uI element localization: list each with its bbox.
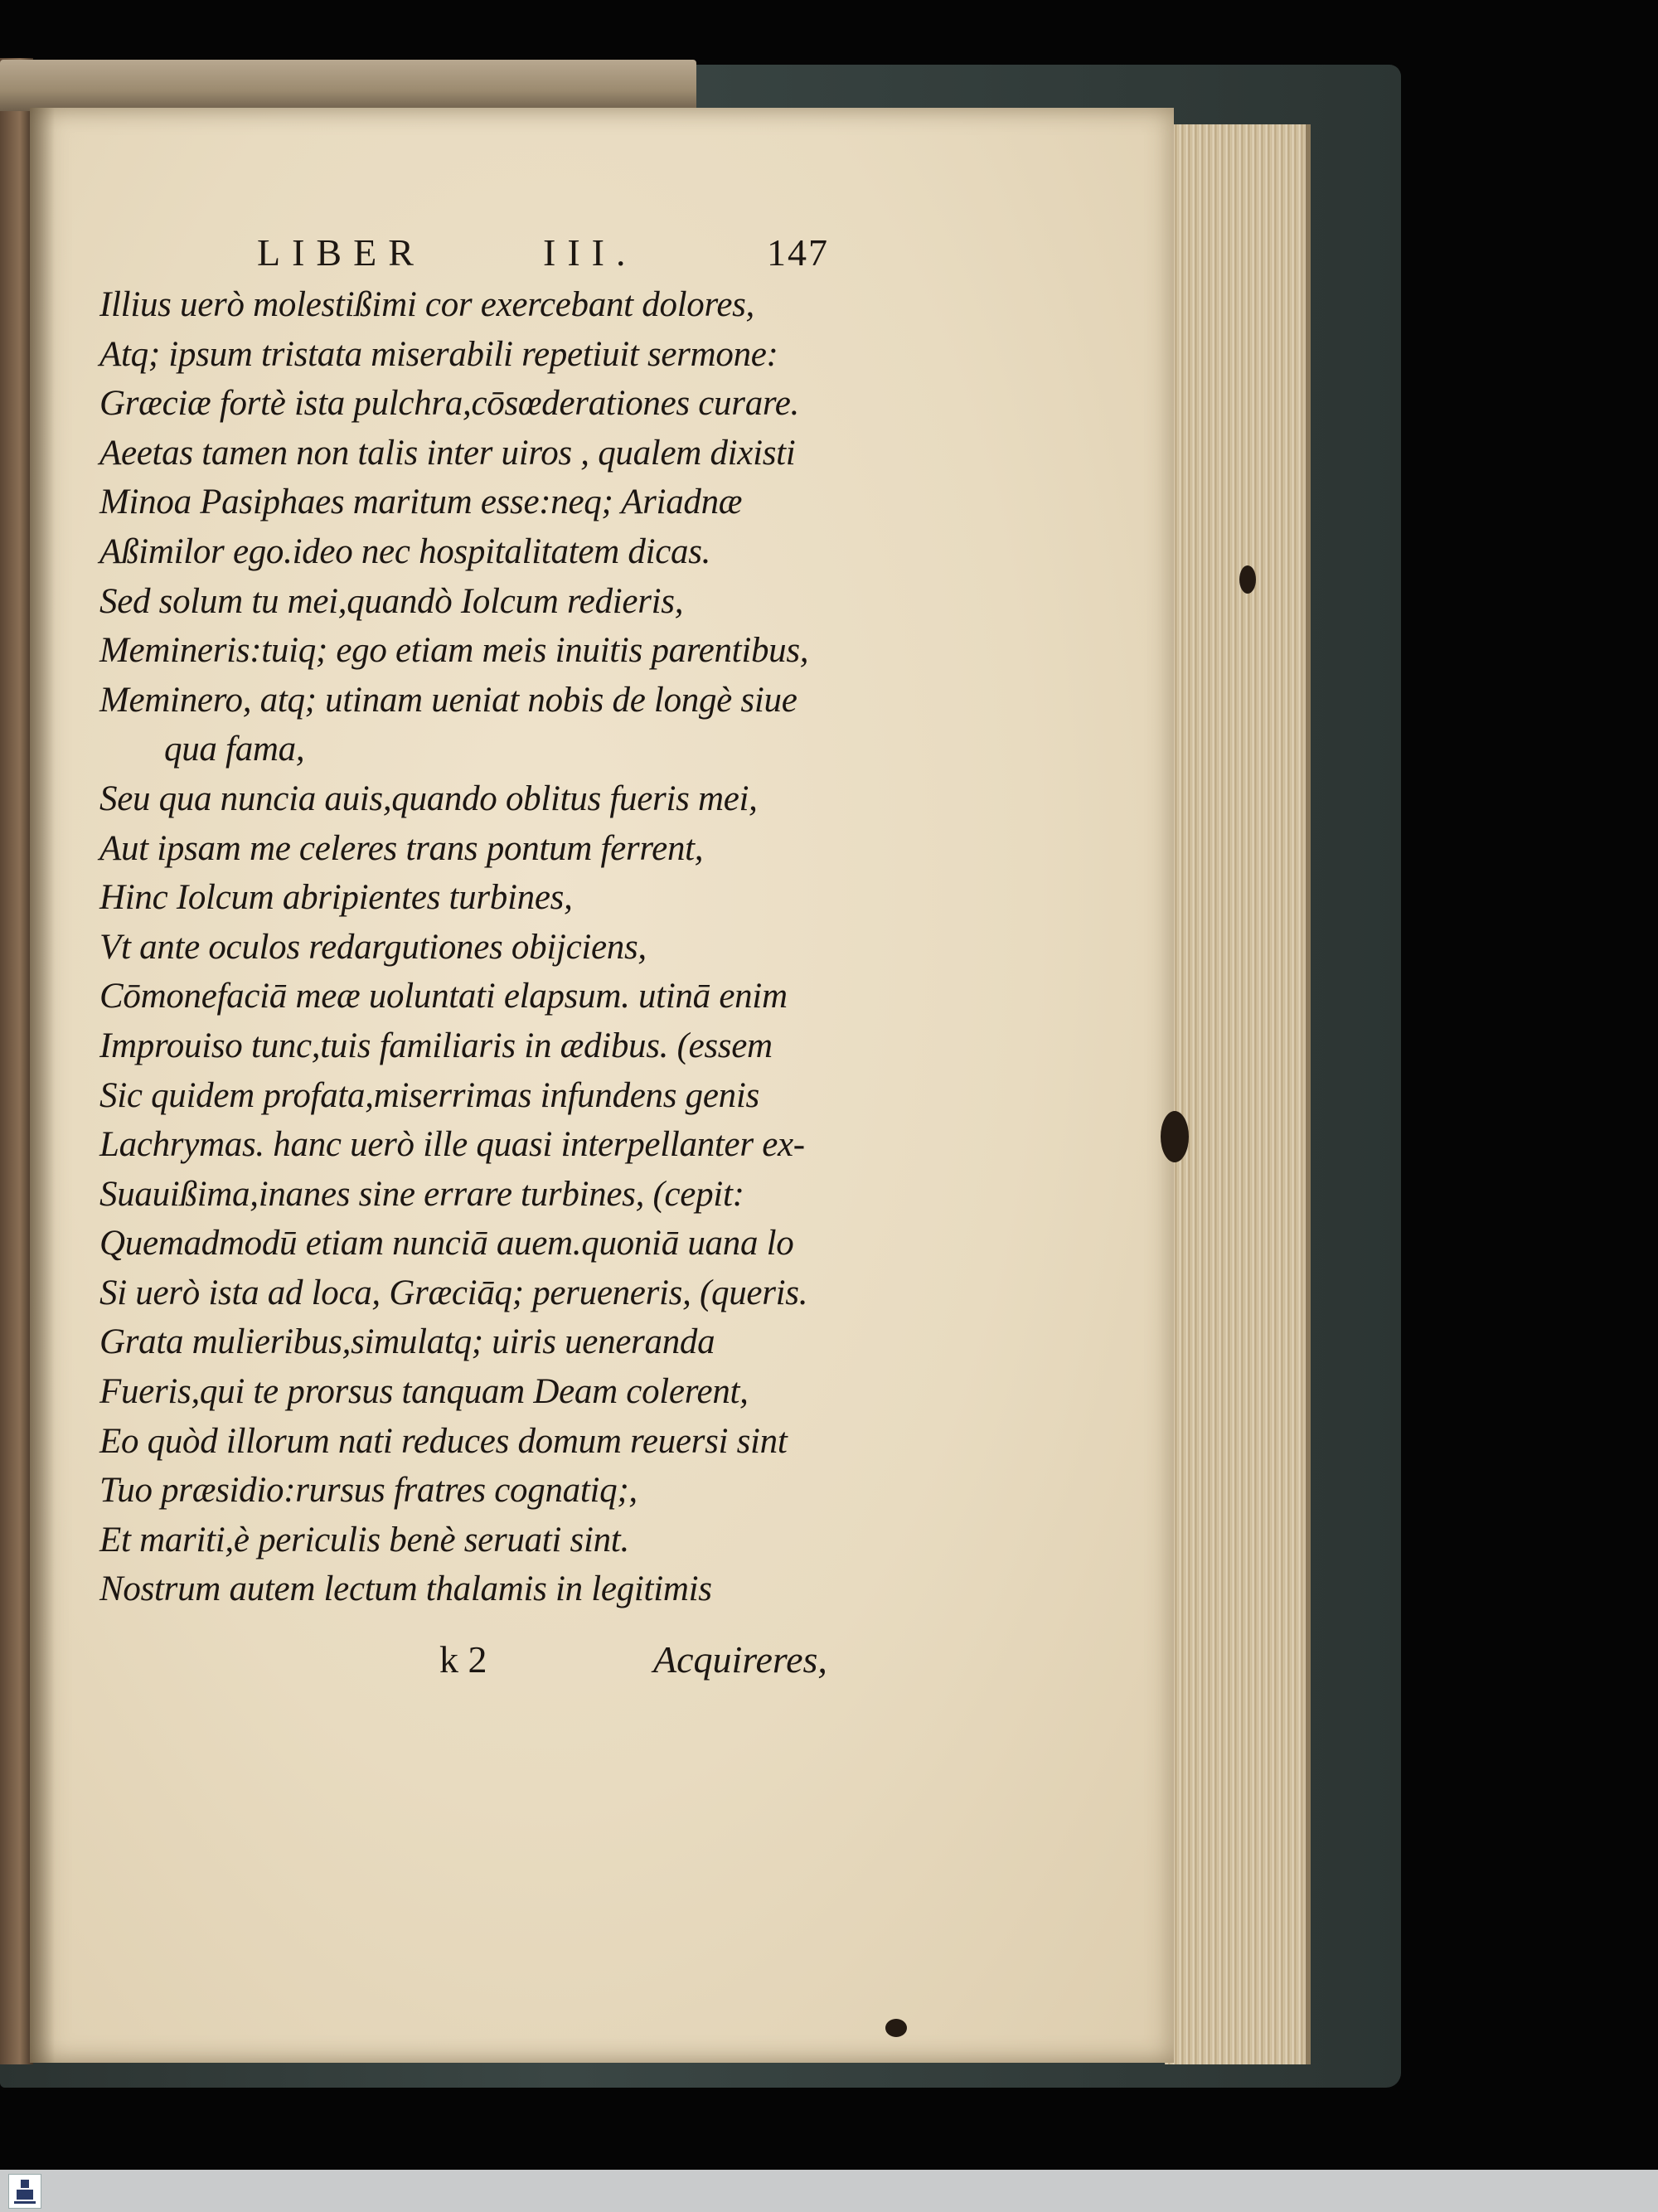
text-line: Sed solum tu mei,quandò Iolcum redieris,: [99, 581, 684, 621]
text-line: Atq; ipsum tristata miserabili repetiuit sermone:: [99, 334, 778, 374]
text-line: Aßimilor ego.ideo nec hospitalitatem dicas.: [99, 531, 711, 571]
text-line: Minoa Pasiphaes maritum esse:neq; Ariadnæ: [99, 483, 743, 522]
text-line: Aut ipsam me celeres trans pontum ferrent,: [99, 828, 704, 868]
text-line: Meminero, atq; utinam ueniat nobis de longè siue: [99, 680, 797, 720]
spine-edge: [0, 58, 33, 2064]
text-line: Sic quidem profata,miserrimas infundens genis: [99, 1075, 759, 1115]
text-line: Illius uerò molestißimi cor exercebant dolores,: [99, 285, 755, 324]
signature-mark: k 2: [439, 1638, 487, 1681]
text-line: Nostrum autem lectum thalamis in legitimis: [99, 1569, 712, 1609]
book-number: III.: [543, 231, 638, 274]
ink-blot: [1239, 565, 1256, 594]
text-line: Seu qua nuncia auis,quando oblitus fueris mei,: [99, 779, 758, 818]
text-line: Quemadmodū etiam nunciā auem.quoniā uana lo: [99, 1224, 794, 1264]
text-line: Memineris:tuiq; ego etiam meis inuitis parentibus,: [99, 631, 809, 671]
page-edges: [1165, 124, 1311, 2064]
text-line: Tuo præsidio:rursus fratres cognatiq;,: [99, 1471, 638, 1511]
text-line: Aeetas tamen non talis inter uiros , qualem dixisti: [99, 433, 796, 473]
binding-top-edge: [0, 60, 696, 111]
text-line: Græciæ fortè ista pulchra,cōsœderationes curare.: [99, 384, 799, 424]
ink-blot: [1161, 1111, 1189, 1162]
gutter-shadow: [30, 108, 55, 2063]
verse-text: [99, 280, 846, 1614]
page-number: 147: [767, 231, 829, 274]
text-line: Grata mulieribus,simulatq; uiris ueneranda: [99, 1322, 715, 1362]
text-line: Suauißima,inanes sine errare turbines, (cepit:: [99, 1174, 744, 1214]
ink-blot: [885, 2019, 907, 2037]
text-line: Hinc Iolcum abripientes turbines,: [99, 878, 573, 918]
text-line: qua fama,: [164, 730, 305, 769]
text-line: Fueris,qui te prorsus tanquam Deam colerent,: [99, 1372, 749, 1412]
catchword: Acquireres,: [653, 1638, 827, 1681]
library-logo-icon: [8, 2174, 41, 2209]
text-line: Vt ante oculos redargutiones obijciens,: [99, 927, 647, 967]
text-line: Si uerò ista ad loca, Græciāq; perueneris, (queris.: [99, 1273, 808, 1312]
running-title: LIBER: [257, 231, 425, 274]
text-line: Lachrymas. hanc uerò ille quasi interpellanter ex-: [99, 1125, 805, 1165]
page-footer: [99, 1637, 846, 1687]
text-line: Eo quòd illorum nati reduces domum reuersi sint: [99, 1421, 788, 1461]
text-line: Et mariti,è periculis benè seruati sint.: [99, 1520, 629, 1560]
text-line: Cōmonefaciā meæ uoluntati elapsum. utinā enim: [99, 977, 788, 1016]
text-line: Improuiso tunc,tuis familiaris in ædibus. (essem: [99, 1026, 773, 1065]
running-header: [257, 230, 837, 280]
viewer-footer-bar: [0, 2170, 1658, 2212]
